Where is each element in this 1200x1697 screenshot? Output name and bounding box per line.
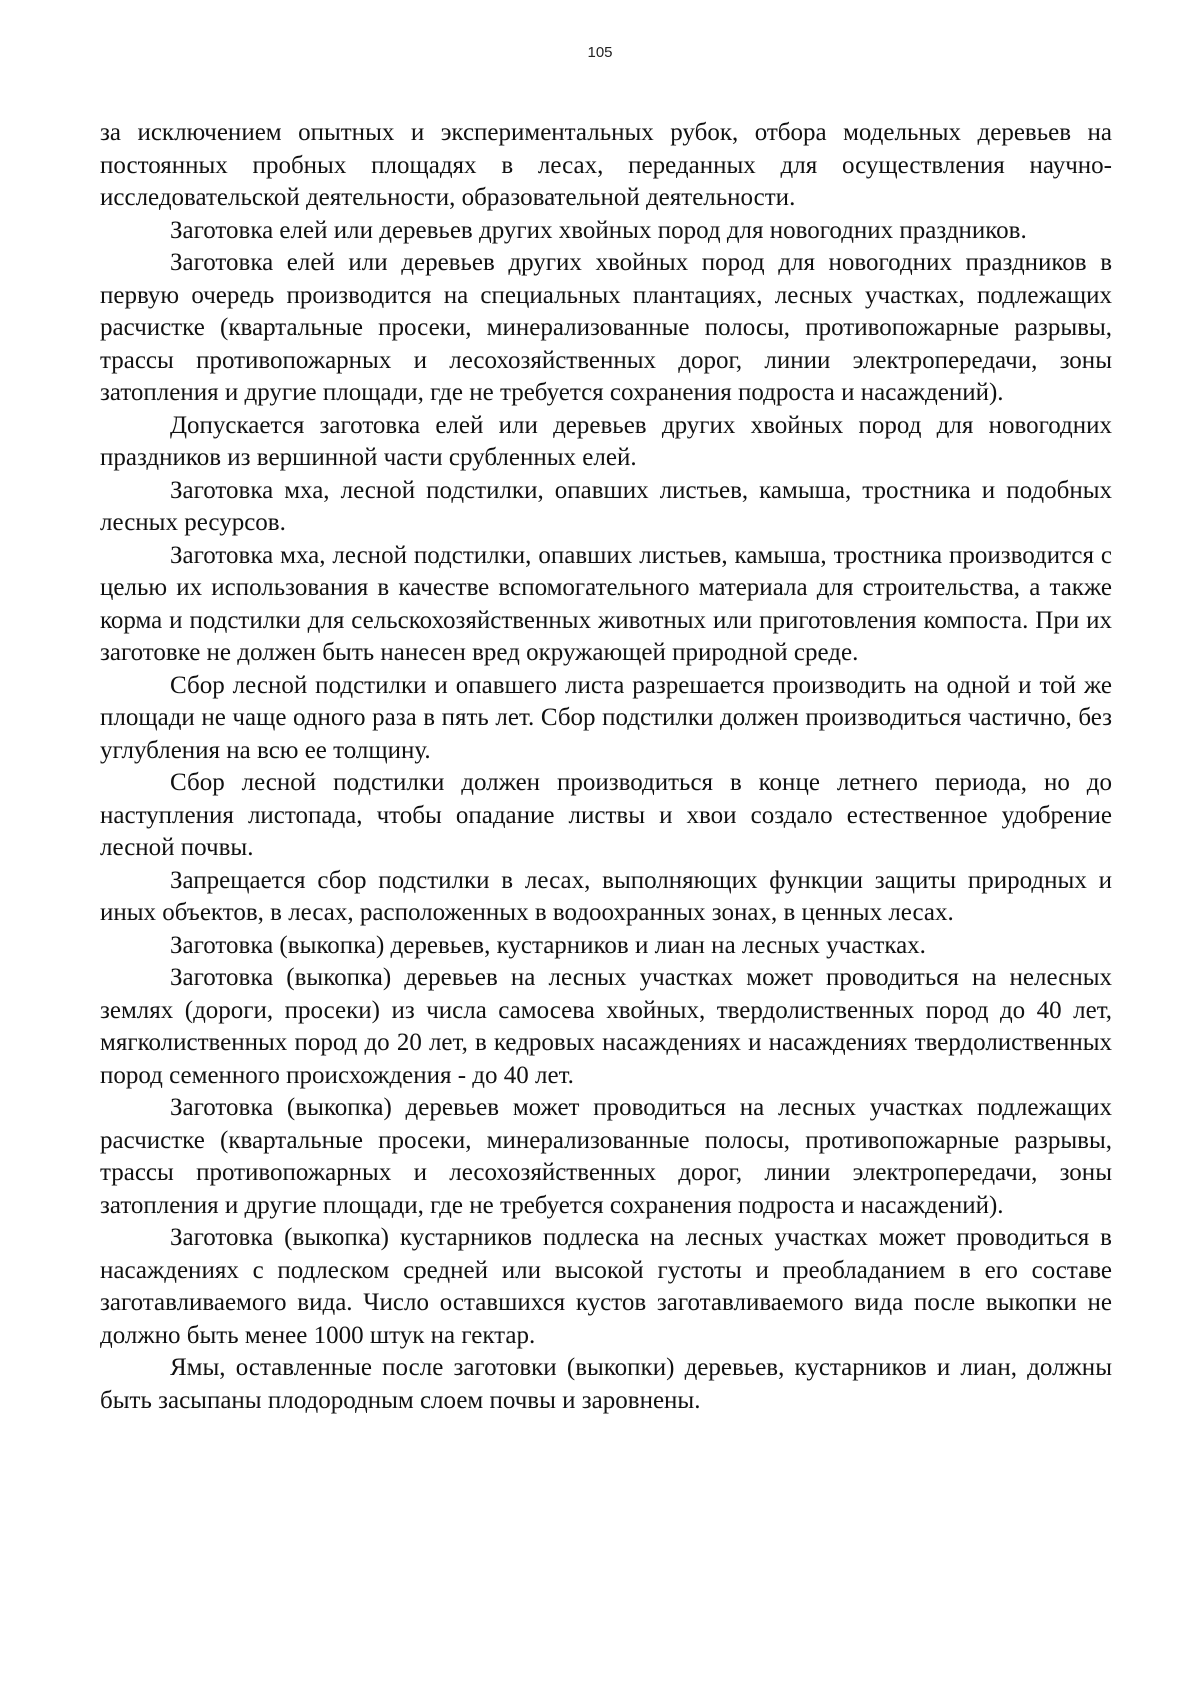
paragraph-heading-christmas-trees: Заготовка елей или деревьев других хвойных пород для новогодних праздников. [170,216,1027,244]
paragraph: Заготовка (выкопка) деревьев на лесных участках может проводиться на нелесных землях (дороги, просеки) из числа самосева хвойных, твердолиственных пород до 40 лет, мягколиственных пород до 20 лет, в кедровых насаждениях и насаждениях твердолиственных пород семенного происхождения - до 40 лет. [100,964,1112,1089]
paragraph-continuation: за исключением опытных и экспериментальных рубок, отбора модельных деревьев на постоянных пробных площадях в лесах, переданных для осуществления научно-исследовательской деятельности, образовательной деятельности. [100,119,1112,211]
paragraph-heading-digging: Заготовка (выкопка) деревьев, кустарников и лиан на лесных участках. [170,931,926,959]
paragraph: Заготовка елей или деревьев других хвойных пород для новогодних праздников в первую очередь производится на специальных плантациях, лесных участках, подлежащих расчистке (квартальные просеки, минерализованные полосы, противопожарные разрывы, трассы противопожарных и лесохозяйственных дорог, линии электропередачи, зоны затопления и другие площади, где не требуется сохранения подроста и насаждений). [100,249,1112,406]
paragraph: Заготовка (выкопка) кустарников подлеска на лесных участках может проводиться в насаждениях с подлеском средней или высокой густоты и преобладанием в его составе заготавливаемого вида. Число оставшихся кустов заготавливаемого вида после выкопки не должно быть менее 1000 штук на гектар. [100,1224,1112,1349]
paragraph: Ямы, оставленные после заготовки (выкопки) деревьев, кустарников и лиан, должны быть засыпаны плодородным слоем почвы и заровнены. [100,1354,1112,1414]
paragraph: Заготовка мха, лесной подстилки, опавших листьев, камыша, тростника производится с целью их использования в качестве вспомогательного материала для строительства, а также корма и подстилки для сельскохозяйственных животных или приготовления компоста. При их заготовке не должен быть нанесен вред окружающей природной среде. [100,541,1112,666]
paragraph: Заготовка (выкопка) деревьев может проводиться на лесных участках подлежащих расчистке (квартальные просеки, минерализованные полосы, противопожарные разрывы, трассы противопожарных и лесохозяйственных дорог, линии электропередачи, зоны затопления и другие площади, где не требуется сохранения подроста и насаждений). [100,1094,1112,1219]
paragraph: Запрещается сбор подстилки в лесах, выполняющих функции защиты природных и иных объектов, в лесах, расположенных в водоохранных зонах, в ценных лесах. [100,866,1112,926]
document-body [100,117,1112,1417]
paragraph: Сбор лесной подстилки и опавшего листа разрешается производить на одной и той же площади не чаще одного раза в пять лет. Сбор подстилки должен производиться частично, без углубления на всю ее толщину. [100,671,1112,764]
paragraph-heading-moss-litter: Заготовка мха, лесной подстилки, опавших листьев, камыша, тростника и подобных лесных ресурсов. [100,476,1112,536]
page-number: 105 [587,44,613,61]
paragraph: Допускается заготовка елей или деревьев других хвойных пород для новогодних праздников из вершинной части срубленных елей. [100,411,1112,471]
paragraph: Сбор лесной подстилки должен производиться в конце летнего периода, но до наступления листопада, чтобы опадание листвы и хвои создало естественное удобрение лесной почвы. [100,769,1112,861]
